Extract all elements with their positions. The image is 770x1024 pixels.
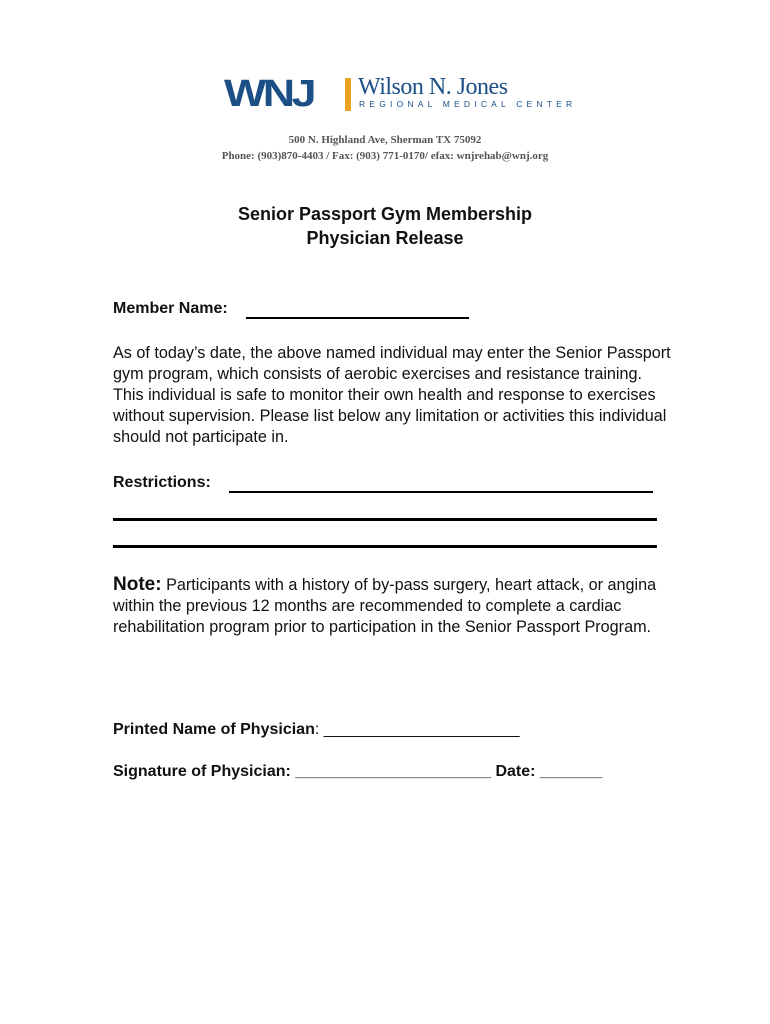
restrictions-field-line[interactable] bbox=[113, 545, 657, 548]
printed-name-field[interactable]: : ______________________ bbox=[314, 721, 520, 738]
printed-name-row[interactable] bbox=[113, 721, 520, 739]
document-subtitle: Physician Release bbox=[306, 228, 464, 248]
note-paragraph bbox=[113, 574, 673, 638]
member-name-field[interactable] bbox=[246, 317, 469, 319]
wnj-logo bbox=[224, 73, 577, 115]
note-label: Note: bbox=[113, 574, 162, 595]
address-line: 500 N. Highland Ave, Sherman TX 75092 bbox=[288, 134, 482, 146]
signature-row[interactable] bbox=[113, 763, 602, 781]
logo-name: Wilson N. Jones bbox=[358, 74, 508, 100]
document-title: Senior Passport Gym Membership bbox=[237, 204, 533, 224]
signature-field[interactable]: Signature of Physician: ______________________ bbox=[113, 763, 492, 780]
logo-subtitle: REGIONAL MEDICAL CENTER bbox=[359, 99, 577, 109]
restrictions-field-line[interactable] bbox=[229, 491, 653, 493]
restrictions-label: Restrictions: bbox=[113, 474, 211, 491]
release-statement: As of today’s date, the above named individual may enter the Senior Passport gym program, which consists of aerobic exercises and resistance training. This individual is safe to monitor their own health and response to exercises without supervision. Please list below any limitation or activities this individual should not participate in. bbox=[113, 344, 671, 446]
member-name-label: Member Name: bbox=[113, 300, 228, 317]
contact-line: Phone: (903)870-4403 / Fax: (903) 771-0170/ efax: wnjrehab@wnj.org bbox=[221, 150, 549, 162]
restrictions-field-line[interactable] bbox=[113, 518, 657, 521]
logo-accent-bar bbox=[345, 78, 351, 111]
logo-abbrev: WNJ bbox=[224, 73, 314, 115]
note-text: Participants with a history of by-pass surgery, heart attack, or angina within the previous 12 months are recommended to complete a cardiac rehabilitation program prior to participation in the Senior Passport Program. bbox=[113, 576, 657, 636]
date-field[interactable]: Date: _______ bbox=[491, 763, 603, 780]
printed-name-label: Printed Name of Physician bbox=[113, 721, 315, 738]
